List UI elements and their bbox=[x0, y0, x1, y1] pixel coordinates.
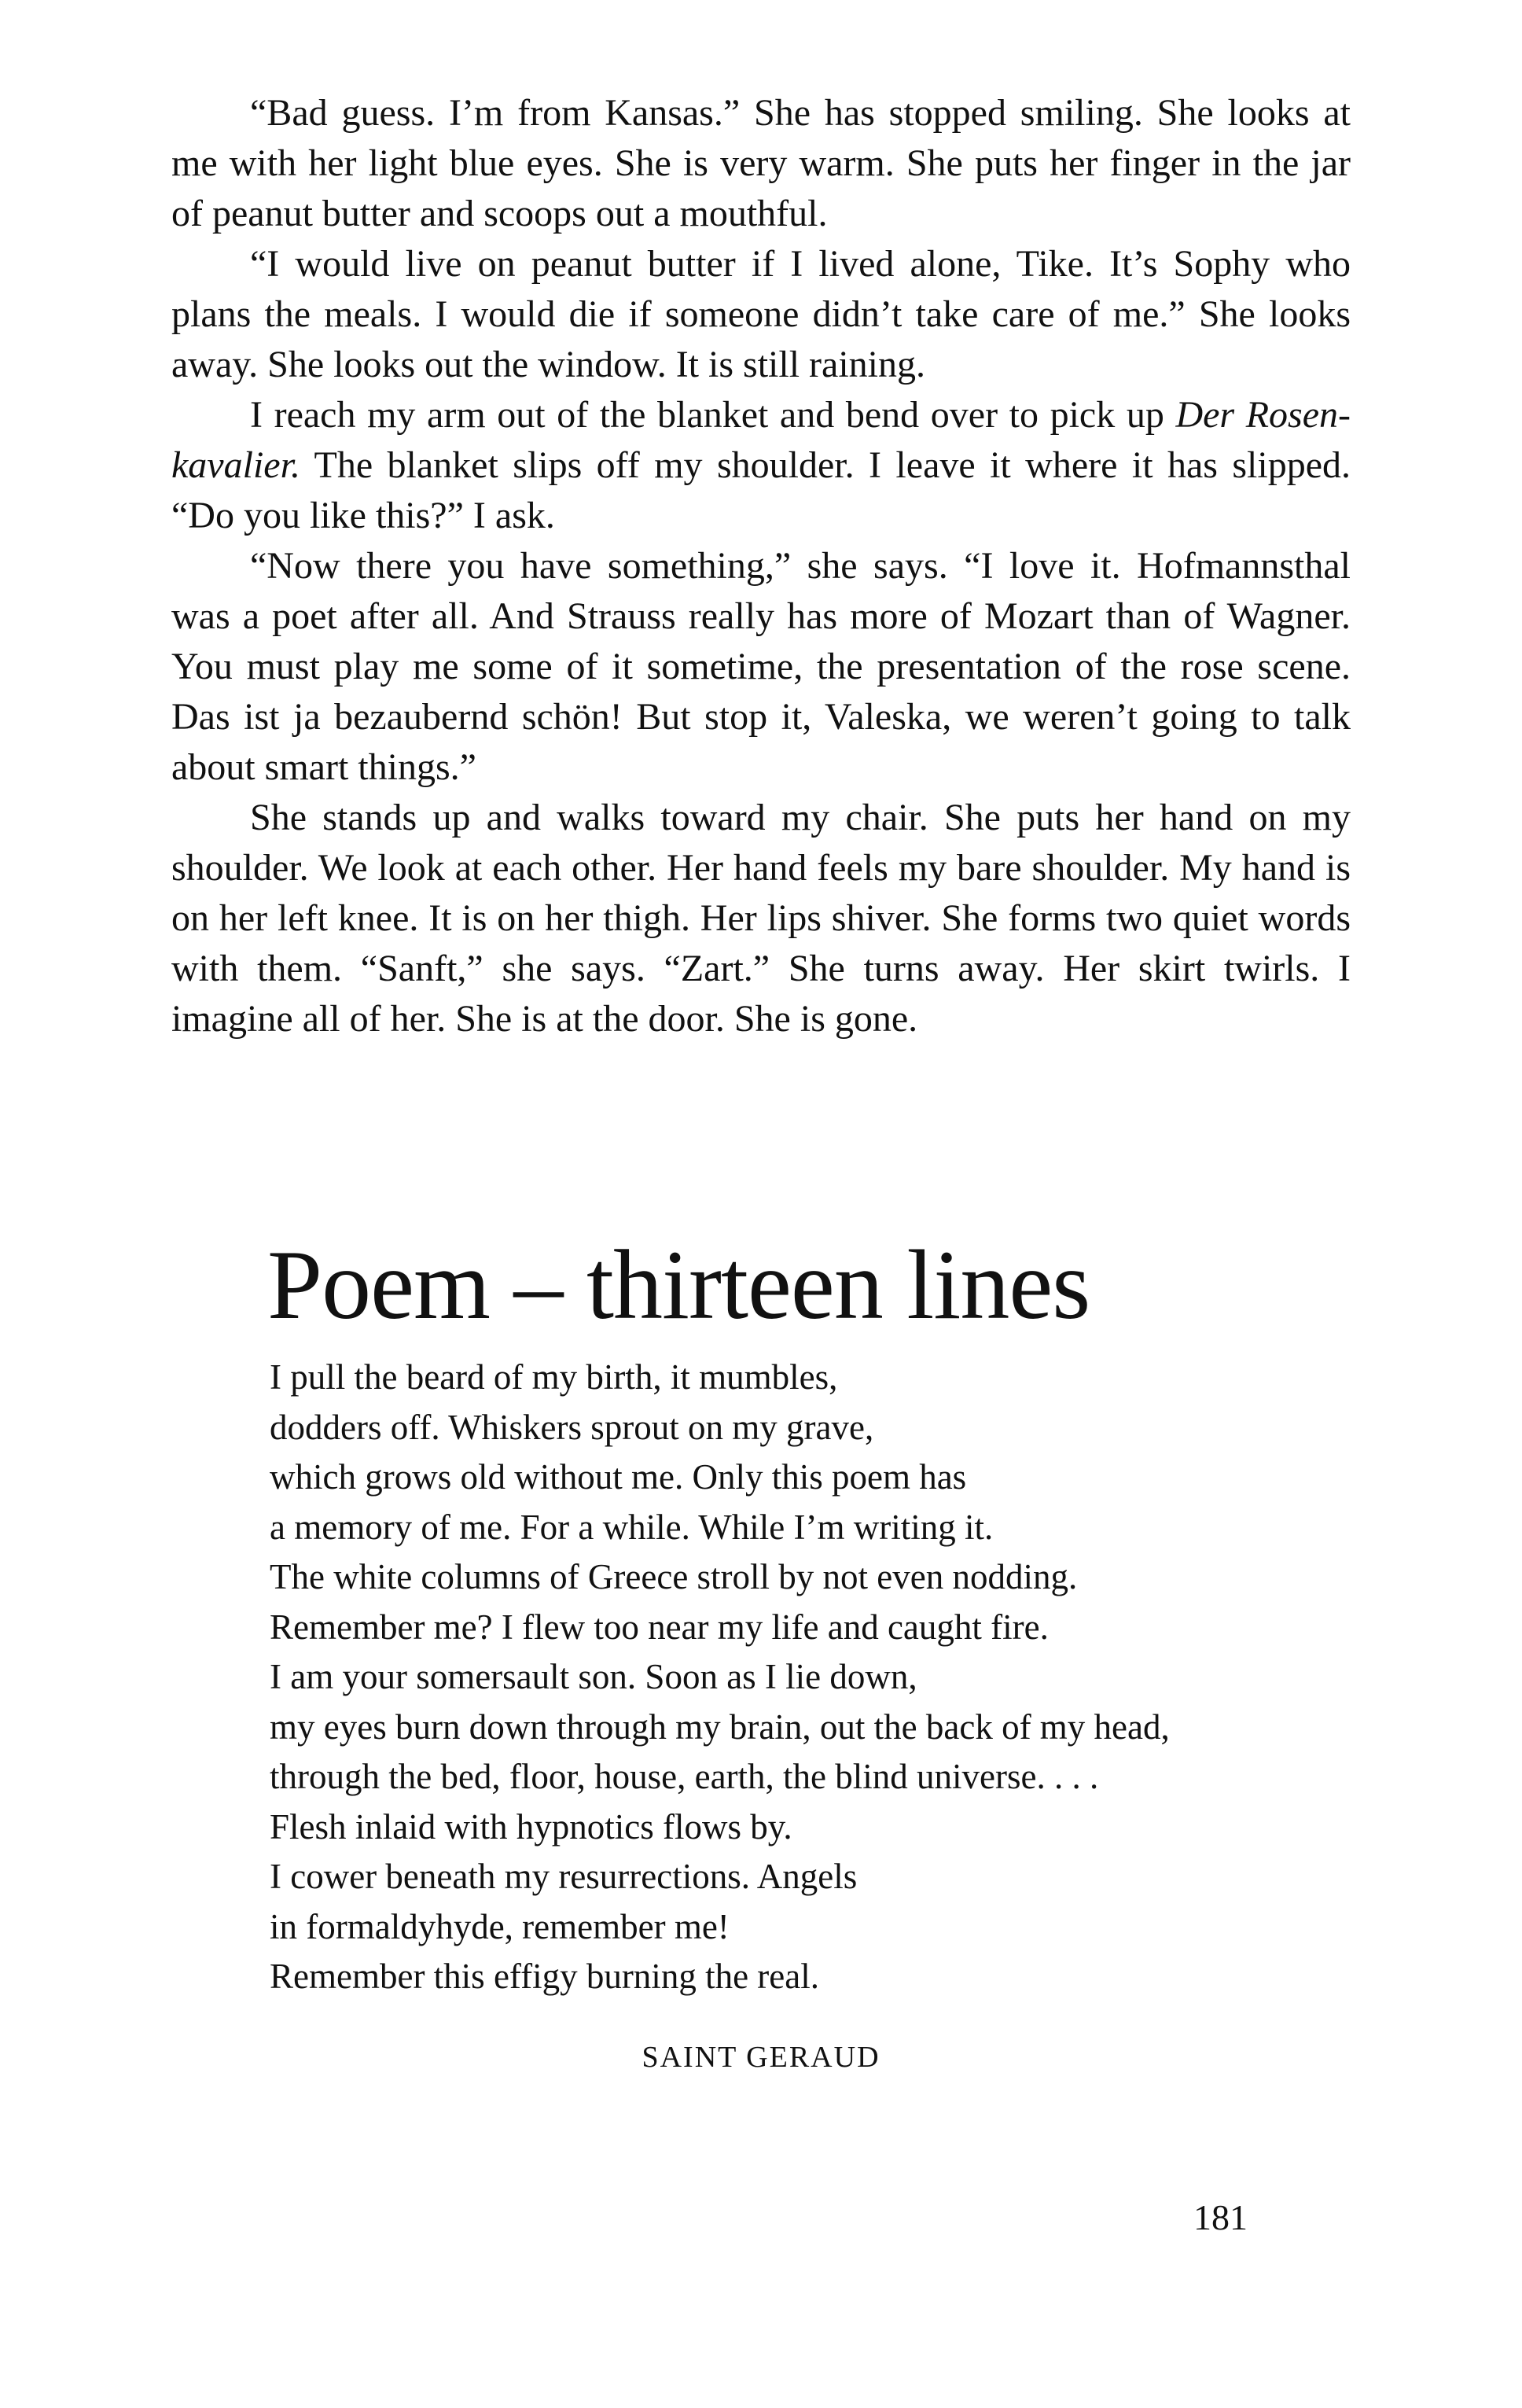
poem-line: dodders off. Whiskers sprout on my grave, bbox=[270, 1407, 874, 1447]
prose-paragraph-3 bbox=[171, 390, 1351, 541]
prose-paragraph-4: “Now there you have something,” she says. “I love it. Hofmannsthal was a poet after all. And Strauss really has more of Mozart than of Wagner. You must play me some of it sometime, the presentation of the rose scene. Das ist ja bezaubernd schön! But stop it, Valeska, we weren’t going to talk about smart things.” bbox=[171, 545, 1351, 788]
prose-paragraph-2: “I would live on peanut butter if I lived alone, Tike. It’s Sophy who plans the meals. I would die if someone didn’t take care of me.” She looks away. She looks out the window. It is still raining. bbox=[171, 243, 1351, 385]
poem-line: in formaldyhyde, remember me! bbox=[270, 1906, 730, 1946]
poem-line: Remember me? I flew too near my life and caught fire. bbox=[270, 1607, 1049, 1647]
poem-body bbox=[270, 1353, 1331, 2002]
poem-title: Poem – thirteen lines bbox=[267, 1231, 1090, 1340]
poem-line: my eyes burn down through my brain, out the back of my head, bbox=[270, 1707, 1170, 1747]
poem-line: I cower beneath my resurrections. Angels bbox=[270, 1857, 858, 1896]
prose-paragraph-3-end: The blanket slips off my shoulder. I leave it where it has slipped. “Do you like this?” I ask. bbox=[171, 444, 1351, 536]
opera-title: Der Rosenkavalier. bbox=[171, 394, 1351, 486]
poem-line: through the bed, floor, house, earth, the blind universe. . . . bbox=[270, 1757, 1099, 1796]
poem-line: a memory of me. For a while. While I’m writing it. bbox=[270, 1507, 994, 1547]
prose-paragraph-1: “Bad guess. I’m from Kansas.” She has stopped smiling. She looks at me with her light blue eyes. She is very warm. She puts her finger in the jar of peanut butter and scoops out a mouthful. bbox=[171, 92, 1351, 234]
page-number: 181 bbox=[1193, 2197, 1248, 2237]
poem-author: SAINT GERAUD bbox=[642, 2041, 880, 2074]
poem-line: Remember this effigy burning the real. bbox=[270, 1957, 819, 1996]
poem-line: I am your somersault son. Soon as I lie down, bbox=[270, 1657, 917, 1696]
poem-line: Flesh inlaid with hypnotics flows by. bbox=[270, 1806, 792, 1847]
prose-section bbox=[171, 88, 1351, 1044]
poem-line: I pull the beard of my birth, it mumbles, bbox=[270, 1357, 838, 1397]
prose-paragraph-3-start: I reach my arm out of the blanket and bend over to pick up bbox=[250, 394, 1176, 436]
prose-paragraph-5: She stands up and walks toward my chair. She puts her hand on my shoulder. We look at each other. Her hand feels my bare shoulder. My hand is on her left knee. It is on her thigh. Her lips shiver. She forms two quiet words with them. “Sanft,” she says. “Zart.” She turns away. Her skirt twirls. I imagine all of her. She is at the door. She is gone. bbox=[171, 797, 1351, 1040]
poem-line: The white columns of Greece stroll by not even nodding. bbox=[270, 1557, 1078, 1596]
poem-line: which grows old without me. Only this poem has bbox=[270, 1457, 967, 1497]
